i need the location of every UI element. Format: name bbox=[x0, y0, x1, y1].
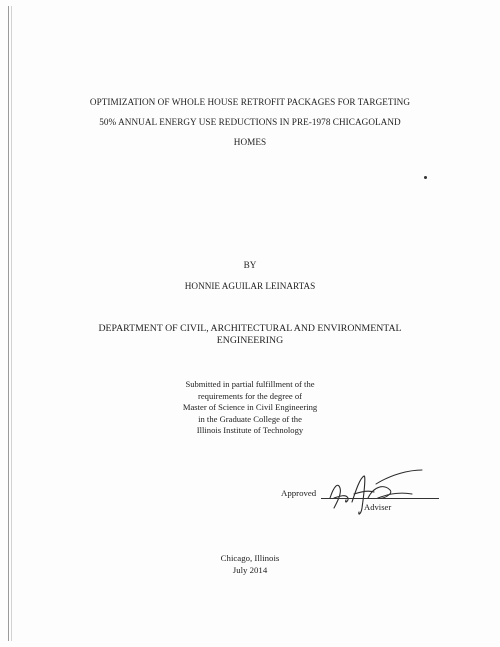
submission-line-2: requirements for the degree of bbox=[197, 390, 303, 401]
by-label: BY bbox=[243, 260, 257, 270]
submission-line-5: Illinois Institute of Technology bbox=[196, 425, 304, 436]
submission-line-1: Submitted in partial fulfillment of the bbox=[185, 379, 315, 389]
department-line-2: ENGINEERING bbox=[216, 335, 284, 346]
submission-statement bbox=[0, 379, 500, 437]
title-line-1: OPTIMIZATION OF WHOLE HOUSE RETROFIT PACKAGES FOR TARGETING bbox=[89, 97, 411, 107]
signature-line bbox=[321, 498, 439, 499]
submission-line-3: Master of Science in Civil Engineering bbox=[182, 402, 318, 413]
approval-block bbox=[0, 460, 500, 520]
department-line-1: DEPARTMENT OF CIVIL, ARCHITECTURAL AND ENVIRONMENTAL bbox=[98, 323, 402, 334]
title-line-2: 50% ANNUAL ENERGY USE REDUCTIONS IN PRE-1978 CHICAGOLAND bbox=[99, 117, 401, 127]
place-and-date bbox=[0, 553, 500, 576]
department bbox=[0, 323, 500, 347]
submission-line-4: in the Graduate College of the bbox=[198, 413, 302, 424]
author-name: HONNIE AGUILAR LEINARTAS bbox=[184, 281, 316, 291]
location: Chicago, Illinois bbox=[220, 553, 280, 563]
scan-speck bbox=[424, 176, 427, 179]
date: July 2014 bbox=[232, 564, 268, 575]
title-line-3: HOMES bbox=[233, 137, 267, 147]
approved-label: Approved bbox=[281, 488, 317, 498]
adviser-label: Adviser bbox=[364, 502, 392, 512]
